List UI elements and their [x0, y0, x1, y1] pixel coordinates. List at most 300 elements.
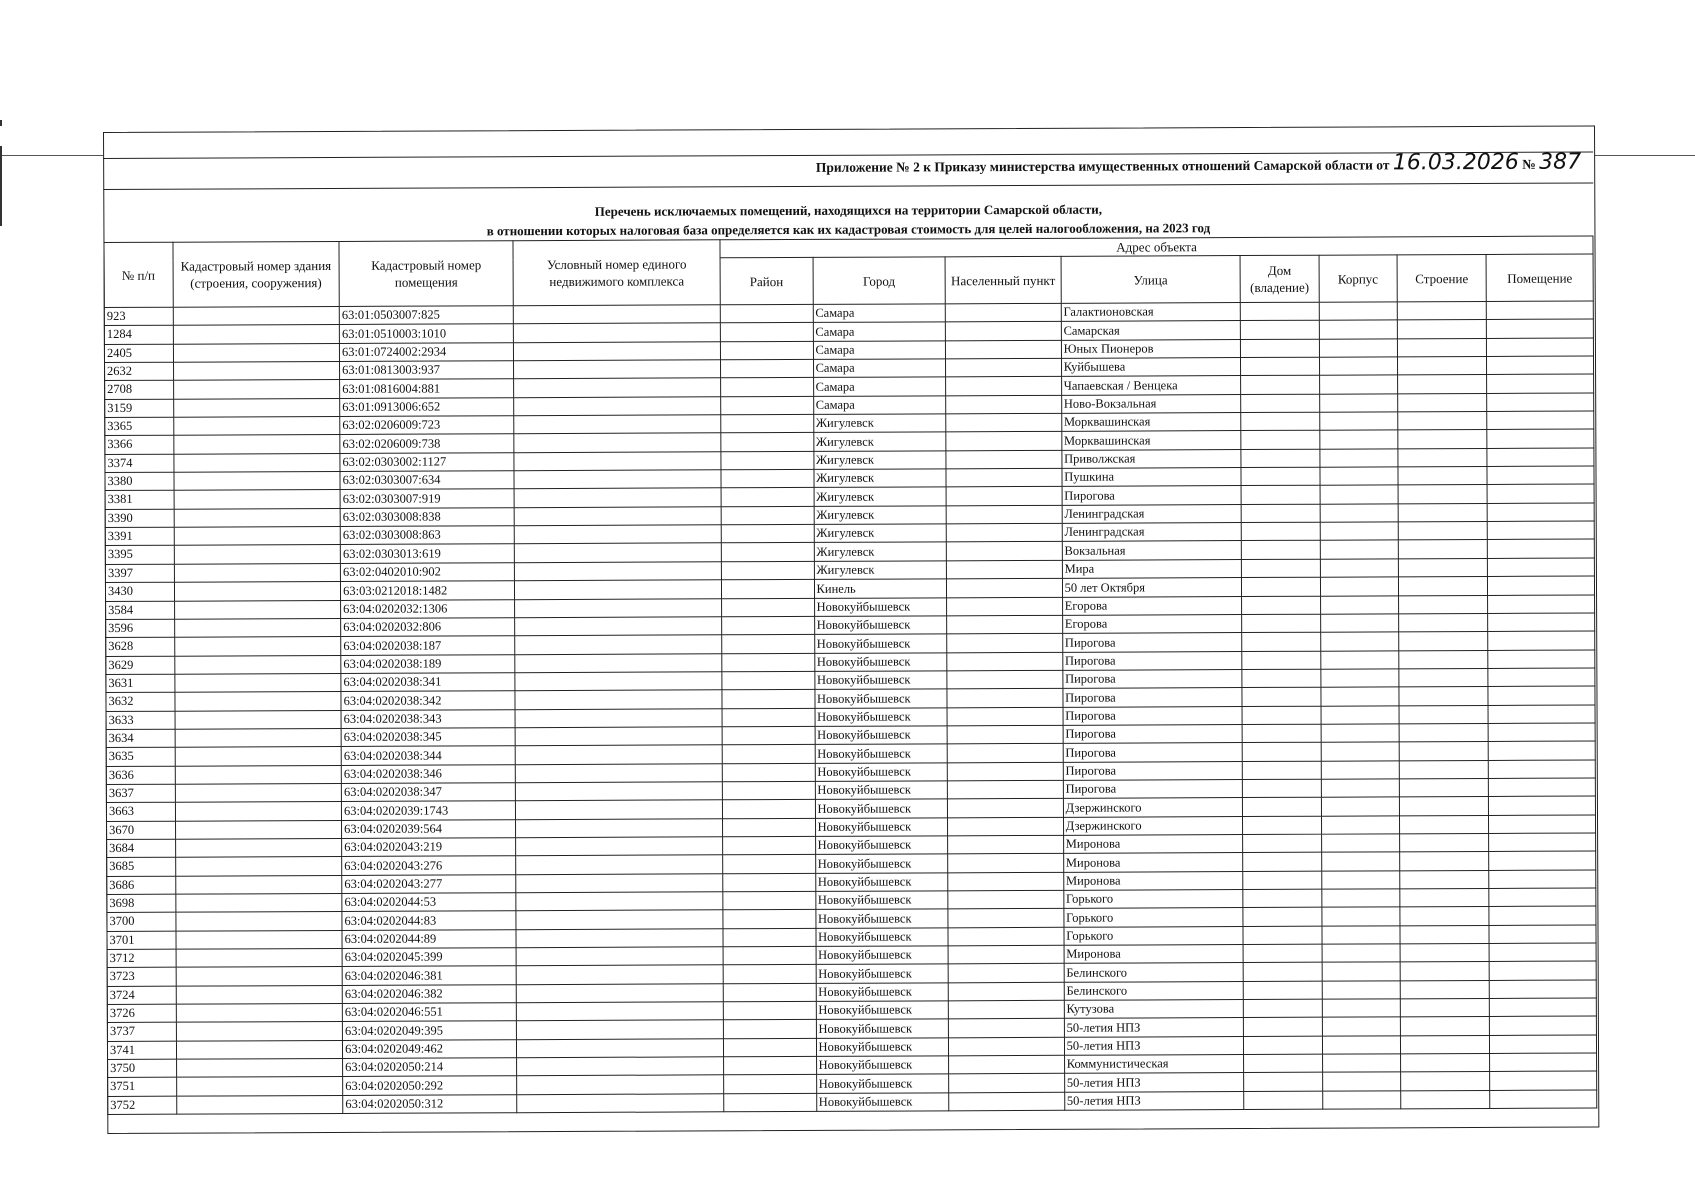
building-cadastral-cell — [175, 802, 342, 821]
room-cell — [1489, 851, 1596, 870]
complex-number-cell — [516, 892, 723, 911]
building-cadastral-cell — [175, 875, 342, 894]
room-cell — [1489, 778, 1596, 797]
street-cell: Пушкина — [1062, 468, 1242, 487]
locality-cell — [948, 964, 1063, 983]
room-cell — [1487, 429, 1594, 448]
complex-number-cell — [514, 433, 721, 452]
row-number: 3632 — [106, 692, 175, 711]
house-cell — [1242, 559, 1320, 578]
block-cell — [1319, 357, 1397, 376]
row-number: 3374 — [105, 454, 174, 473]
block-cell — [1322, 926, 1400, 945]
complex-number-cell — [517, 1039, 724, 1058]
house-cell — [1243, 944, 1321, 963]
room-cadastral-cell: 63:04:0202038:341 — [341, 673, 515, 692]
header-address: Адрес объекта — [720, 236, 1593, 258]
building-cadastral-cell — [176, 948, 343, 967]
building-cadastral-cell — [176, 1077, 343, 1096]
row-number: 3701 — [107, 931, 176, 950]
city-cell: Новокуйбышевск — [815, 836, 948, 855]
street-cell: Ново-Вокзальная — [1061, 394, 1241, 413]
room-cadastral-cell: 63:04:0202049:462 — [343, 1039, 517, 1058]
city-cell: Новокуйбышевск — [815, 872, 948, 891]
district-cell — [723, 910, 816, 929]
locality-cell — [946, 377, 1061, 396]
room-cadastral-cell: 63:04:0202032:806 — [341, 618, 515, 637]
block-cell — [1320, 485, 1398, 504]
handwritten-date: 16.03.2026 — [1392, 149, 1519, 176]
block-cell — [1322, 1017, 1400, 1036]
building-cell — [1400, 1035, 1489, 1054]
building-cadastral-cell — [174, 655, 341, 674]
complex-number-cell — [513, 305, 720, 324]
district-cell — [721, 488, 814, 507]
room-cadastral-cell: 63:04:0202038:343 — [341, 709, 515, 728]
district-cell — [723, 891, 816, 910]
room-cadastral-cell: 63:04:0202045:399 — [342, 948, 516, 967]
locality-cell — [947, 615, 1062, 634]
city-cell: Самара — [813, 304, 946, 323]
city-cell: Новокуйбышевск — [815, 799, 948, 818]
room-cadastral-cell: 63:02:0206009:723 — [340, 416, 514, 435]
block-cell — [1320, 595, 1398, 614]
scan-rule-left — [0, 155, 103, 156]
room-cell — [1487, 521, 1594, 540]
block-cell — [1321, 705, 1399, 724]
complex-number-cell — [514, 452, 721, 471]
city-cell: Новокуйбышевск — [816, 1056, 949, 1075]
street-cell: Кутузова — [1064, 1000, 1244, 1019]
block-cell — [1321, 742, 1399, 761]
row-number: 3629 — [106, 656, 175, 675]
row-number: 3686 — [107, 876, 176, 895]
room-cell — [1489, 815, 1596, 834]
city-cell: Жигулевск — [814, 487, 947, 506]
locality-cell — [946, 358, 1061, 377]
street-cell: Мира — [1062, 559, 1242, 578]
locality-cell — [948, 835, 1063, 854]
room-cell — [1487, 503, 1594, 522]
house-cell — [1244, 1073, 1322, 1092]
building-cadastral-cell — [175, 783, 342, 802]
building-cell — [1399, 797, 1488, 816]
complex-number-cell — [514, 323, 721, 342]
complex-number-cell — [516, 984, 723, 1003]
city-cell: Жигулевск — [814, 542, 947, 561]
street-cell: Пирогова — [1063, 743, 1243, 762]
complex-number-cell — [517, 1002, 724, 1021]
building-cadastral-cell — [176, 1022, 343, 1041]
room-cadastral-cell: 63:02:0303013:619 — [340, 544, 514, 563]
house-cell — [1241, 504, 1319, 523]
building-cell — [1399, 760, 1488, 779]
building-cadastral-cell — [175, 857, 342, 876]
locality-cell — [947, 670, 1062, 689]
building-cell — [1398, 558, 1487, 577]
house-cell — [1241, 522, 1319, 541]
complex-number-cell — [517, 1020, 724, 1039]
locality-cell — [948, 817, 1063, 836]
block-cell — [1321, 724, 1399, 743]
locality-cell — [947, 725, 1062, 744]
building-cadastral-cell — [173, 453, 340, 472]
room-cadastral-cell: 63:04:0202038:345 — [341, 728, 515, 747]
street-cell: Пирогова — [1063, 724, 1243, 743]
house-cell — [1243, 963, 1321, 982]
room-cadastral-cell: 63:04:0202044:89 — [342, 929, 516, 948]
header-house: Дом (владение) — [1240, 255, 1319, 302]
block-cell — [1322, 962, 1400, 981]
room-cell — [1489, 925, 1596, 944]
locality-cell — [947, 652, 1062, 671]
complex-number-cell — [516, 837, 723, 856]
room-cadastral-cell: 63:03:0212018:1482 — [341, 581, 515, 600]
block-cell — [1319, 375, 1397, 394]
block-cell — [1322, 1036, 1400, 1055]
building-cell — [1400, 907, 1489, 926]
block-cell — [1319, 302, 1397, 321]
locality-cell — [947, 542, 1062, 561]
block-cell — [1320, 669, 1398, 688]
block-cell — [1319, 394, 1397, 413]
street-cell: Горького — [1064, 908, 1244, 927]
building-cell — [1400, 852, 1489, 871]
district-cell — [723, 1020, 816, 1039]
district-cell — [722, 726, 815, 745]
building-cadastral-cell — [173, 417, 340, 436]
room-cadastral-cell: 63:04:0202049:395 — [342, 1021, 516, 1040]
room-cadastral-cell: 63:01:0913006:652 — [340, 397, 514, 416]
house-cell — [1244, 1091, 1322, 1110]
city-cell: Новокуйбышевск — [815, 762, 948, 781]
locality-cell — [947, 578, 1062, 597]
building-cell — [1399, 778, 1488, 797]
district-cell — [721, 433, 814, 452]
room-cadastral-cell: 63:04:0202050:292 — [343, 1076, 517, 1095]
row-number: 3628 — [106, 637, 175, 656]
locality-cell — [948, 927, 1063, 946]
complex-number-cell — [514, 397, 721, 416]
annex-number-label: № — [1522, 156, 1536, 172]
room-cadastral-cell: 63:04:0202038:347 — [341, 783, 515, 802]
block-cell — [1322, 907, 1400, 926]
district-cell — [722, 598, 815, 617]
city-cell: Новокуйбышевск — [814, 671, 947, 690]
district-cell — [722, 671, 815, 690]
room-cell — [1487, 484, 1594, 503]
locality-cell — [948, 872, 1063, 891]
row-number: 3752 — [108, 1096, 177, 1115]
street-cell: Морквашинская — [1061, 413, 1241, 432]
house-cell — [1244, 1054, 1322, 1073]
district-cell — [721, 580, 814, 599]
city-cell: Жигулевск — [814, 469, 947, 488]
building-cell — [1399, 687, 1488, 706]
house-cell — [1241, 431, 1319, 450]
building-cadastral-cell — [175, 692, 342, 711]
locality-cell — [947, 707, 1062, 726]
header-building-cadastral: Кадастровый номер здания (строения, сооружения) — [173, 241, 340, 307]
street-cell: Приволжская — [1062, 449, 1242, 468]
scan-edge-mark — [0, 120, 2, 126]
city-cell: Новокуйбышевск — [816, 1093, 949, 1112]
building-cadastral-cell — [173, 435, 340, 454]
district-cell — [724, 1075, 817, 1094]
row-number: 3726 — [107, 1004, 176, 1023]
city-cell: Жигулевск — [813, 432, 946, 451]
house-cell — [1244, 999, 1322, 1018]
city-cell: Новокуйбышевск — [816, 928, 949, 947]
header-complex-number: Условный номер единого недвижимого комплекса — [513, 240, 720, 306]
row-number: 3685 — [107, 858, 176, 877]
complex-number-cell — [515, 745, 722, 764]
locality-cell — [946, 432, 1061, 451]
city-cell: Жигулевск — [814, 561, 947, 580]
building-cell — [1399, 613, 1488, 632]
room-cadastral-cell: 63:02:0206009:738 — [340, 434, 514, 453]
row-number: 2405 — [104, 344, 173, 363]
house-cell — [1241, 394, 1319, 413]
row-number: 3365 — [105, 417, 174, 436]
complex-number-cell — [514, 378, 721, 397]
complex-number-cell — [515, 598, 722, 617]
house-cell — [1241, 339, 1319, 358]
district-cell — [723, 836, 816, 855]
building-cadastral-cell — [175, 765, 342, 784]
complex-number-cell — [515, 562, 722, 581]
building-cadastral-cell — [176, 1095, 343, 1114]
building-cell — [1399, 632, 1488, 651]
block-cell — [1321, 834, 1399, 853]
house-cell — [1242, 669, 1320, 688]
room-cadastral-cell: 63:02:0303002:1127 — [340, 452, 514, 471]
room-cadastral-cell: 63:04:0202038:187 — [341, 636, 515, 655]
building-cell — [1400, 999, 1489, 1018]
room-cadastral-cell: 63:01:0503007:825 — [339, 306, 513, 325]
room-cadastral-cell: 63:04:0202046:551 — [342, 1003, 516, 1022]
district-cell — [722, 616, 815, 635]
locality-cell — [947, 744, 1062, 763]
document-title — [103, 197, 1593, 242]
city-cell: Новокуйбышевск — [814, 652, 947, 671]
complex-number-cell — [516, 965, 723, 984]
document-sheet — [103, 125, 1599, 1134]
header-block: Корпус — [1319, 255, 1398, 302]
building-cell — [1400, 925, 1489, 944]
house-cell — [1242, 742, 1320, 761]
building-cadastral-cell — [174, 490, 341, 509]
building-cadastral-cell — [173, 380, 340, 399]
block-cell — [1320, 614, 1398, 633]
row-number: 3698 — [107, 894, 176, 913]
district-cell — [723, 873, 816, 892]
building-cell — [1398, 540, 1487, 559]
house-cell — [1241, 357, 1319, 376]
city-cell: Новокуйбышевск — [816, 946, 949, 965]
building-cell — [1400, 888, 1489, 907]
row-number: 3723 — [107, 968, 176, 987]
city-cell: Новокуйбышевск — [816, 1001, 949, 1020]
room-cell — [1489, 796, 1596, 815]
complex-number-cell — [515, 543, 722, 562]
building-cell — [1397, 356, 1486, 375]
house-cell — [1241, 486, 1319, 505]
city-cell: Новокуйбышевск — [814, 597, 947, 616]
room-cadastral-cell: 63:04:0202043:277 — [342, 874, 516, 893]
street-cell: Пирогова — [1063, 761, 1243, 780]
title-line-2: в отношении которых налоговая база определяется как их кадастровая стоимость для целей налогообложения, на 2023 год — [486, 220, 1211, 239]
complex-number-cell — [514, 360, 721, 379]
row-number: 3390 — [105, 509, 174, 528]
locality-cell — [947, 634, 1062, 653]
room-cadastral-cell: 63:02:0402010:902 — [340, 563, 514, 582]
building-cell — [1399, 595, 1488, 614]
block-cell — [1322, 1091, 1400, 1110]
street-cell: Дзержинского — [1063, 798, 1243, 817]
room-cadastral-cell: 63:04:0202038:342 — [341, 691, 515, 710]
locality-cell — [949, 1000, 1064, 1019]
city-cell: Новокуйбышевск — [815, 854, 948, 873]
house-cell — [1242, 596, 1320, 615]
locality-cell — [949, 1055, 1064, 1074]
house-cell — [1243, 908, 1321, 927]
city-cell: Новокуйбышевск — [816, 983, 949, 1002]
complex-number-cell — [514, 525, 721, 544]
row-number: 3381 — [105, 491, 174, 510]
city-cell: Кинель — [814, 579, 947, 598]
district-cell — [722, 745, 815, 764]
building-cell — [1397, 338, 1486, 357]
house-cell — [1243, 761, 1321, 780]
district-cell — [722, 800, 815, 819]
block-cell — [1320, 559, 1398, 578]
building-cadastral-cell — [176, 1040, 343, 1059]
building-cadastral-cell — [173, 398, 340, 417]
row-number: 1284 — [104, 326, 173, 345]
row-number: 3750 — [108, 1059, 177, 1078]
house-cell — [1241, 302, 1319, 321]
row-number: 3700 — [107, 913, 176, 932]
building-cadastral-cell — [175, 747, 342, 766]
district-cell — [721, 543, 814, 562]
room-cell — [1488, 686, 1595, 705]
building-cell — [1400, 980, 1489, 999]
block-cell — [1319, 320, 1397, 339]
complex-number-cell — [514, 470, 721, 489]
block-cell — [1321, 852, 1399, 871]
city-cell: Новокуйбышевск — [816, 1074, 949, 1093]
building-cell — [1400, 833, 1489, 852]
room-cell — [1488, 668, 1595, 687]
room-cadastral-cell: 63:01:0510003:1010 — [339, 324, 513, 343]
room-cadastral-cell: 63:04:0202046:381 — [342, 966, 516, 985]
building-cell — [1401, 1054, 1490, 1073]
building-cadastral-cell — [173, 325, 340, 344]
room-cell — [1488, 760, 1595, 779]
city-cell: Новокуйбышевск — [814, 616, 947, 635]
house-cell — [1242, 651, 1320, 670]
block-cell — [1321, 889, 1399, 908]
city-cell: Жигулевск — [814, 506, 947, 525]
row-number: 3636 — [106, 766, 175, 785]
building-cell — [1398, 503, 1487, 522]
room-cell — [1489, 888, 1596, 907]
room-cell — [1487, 319, 1594, 338]
room-cadastral-cell: 63:04:0202044:53 — [342, 893, 516, 912]
house-cell — [1244, 1036, 1322, 1055]
building-cadastral-cell — [176, 967, 343, 986]
street-cell: 50-летия НПЗ — [1064, 1036, 1244, 1055]
room-cell — [1487, 374, 1594, 393]
house-cell — [1243, 816, 1321, 835]
table-body — [104, 301, 1597, 1115]
building-cadastral-cell — [174, 545, 341, 564]
building-cell — [1400, 870, 1489, 889]
locality-cell — [947, 597, 1062, 616]
scan-rule-right — [1595, 155, 1695, 156]
locality-cell — [948, 799, 1063, 818]
district-cell — [722, 708, 815, 727]
house-cell — [1241, 321, 1319, 340]
building-cell — [1399, 815, 1488, 834]
city-cell: Самара — [813, 322, 946, 341]
room-cadastral-cell: 63:04:0202050:312 — [343, 1094, 517, 1113]
building-cell — [1399, 668, 1488, 687]
district-cell — [722, 763, 815, 782]
district-cell — [724, 1056, 817, 1075]
street-cell: 50-летия НПЗ — [1064, 1091, 1244, 1110]
street-cell: 50-летия НПЗ — [1064, 1018, 1244, 1037]
block-cell — [1320, 650, 1398, 669]
city-cell: Новокуйбышевск — [816, 1019, 949, 1038]
street-cell: Миронова — [1064, 945, 1244, 964]
house-cell — [1242, 577, 1320, 596]
building-cadastral-cell — [174, 527, 341, 546]
street-cell: 50-летия НПЗ — [1064, 1073, 1244, 1092]
street-cell: Егорова — [1062, 614, 1242, 633]
building-cell — [1398, 577, 1487, 596]
room-cadastral-cell: 63:02:0303008:863 — [340, 526, 514, 545]
room-cell — [1487, 448, 1594, 467]
district-cell — [723, 855, 816, 874]
city-cell: Жигулевск — [813, 451, 946, 470]
locality-cell — [946, 395, 1061, 414]
block-cell — [1320, 632, 1398, 651]
street-cell: Морквашинская — [1061, 431, 1241, 450]
street-cell: Пирогова — [1062, 633, 1242, 652]
street-cell: Пирогова — [1063, 688, 1243, 707]
locality-cell — [948, 762, 1063, 781]
row-number: 3633 — [106, 711, 175, 730]
complex-number-cell — [516, 782, 723, 801]
header-district: Район — [720, 257, 813, 304]
row-number: 3712 — [107, 949, 176, 968]
complex-number-cell — [514, 488, 721, 507]
street-cell: Пирогова — [1063, 706, 1243, 725]
row-number: 3391 — [105, 527, 174, 546]
street-cell: Галактионовская — [1061, 303, 1241, 322]
room-cadastral-cell: 63:04:0202032:1306 — [341, 599, 515, 618]
room-cell — [1487, 466, 1594, 485]
row-number: 3741 — [107, 1041, 176, 1060]
building-cell — [1398, 412, 1487, 431]
locality-cell — [946, 340, 1061, 359]
street-cell: Ленинградская — [1062, 504, 1242, 523]
district-cell — [720, 341, 813, 360]
house-cell — [1242, 541, 1320, 560]
locality-cell — [949, 1074, 1064, 1093]
